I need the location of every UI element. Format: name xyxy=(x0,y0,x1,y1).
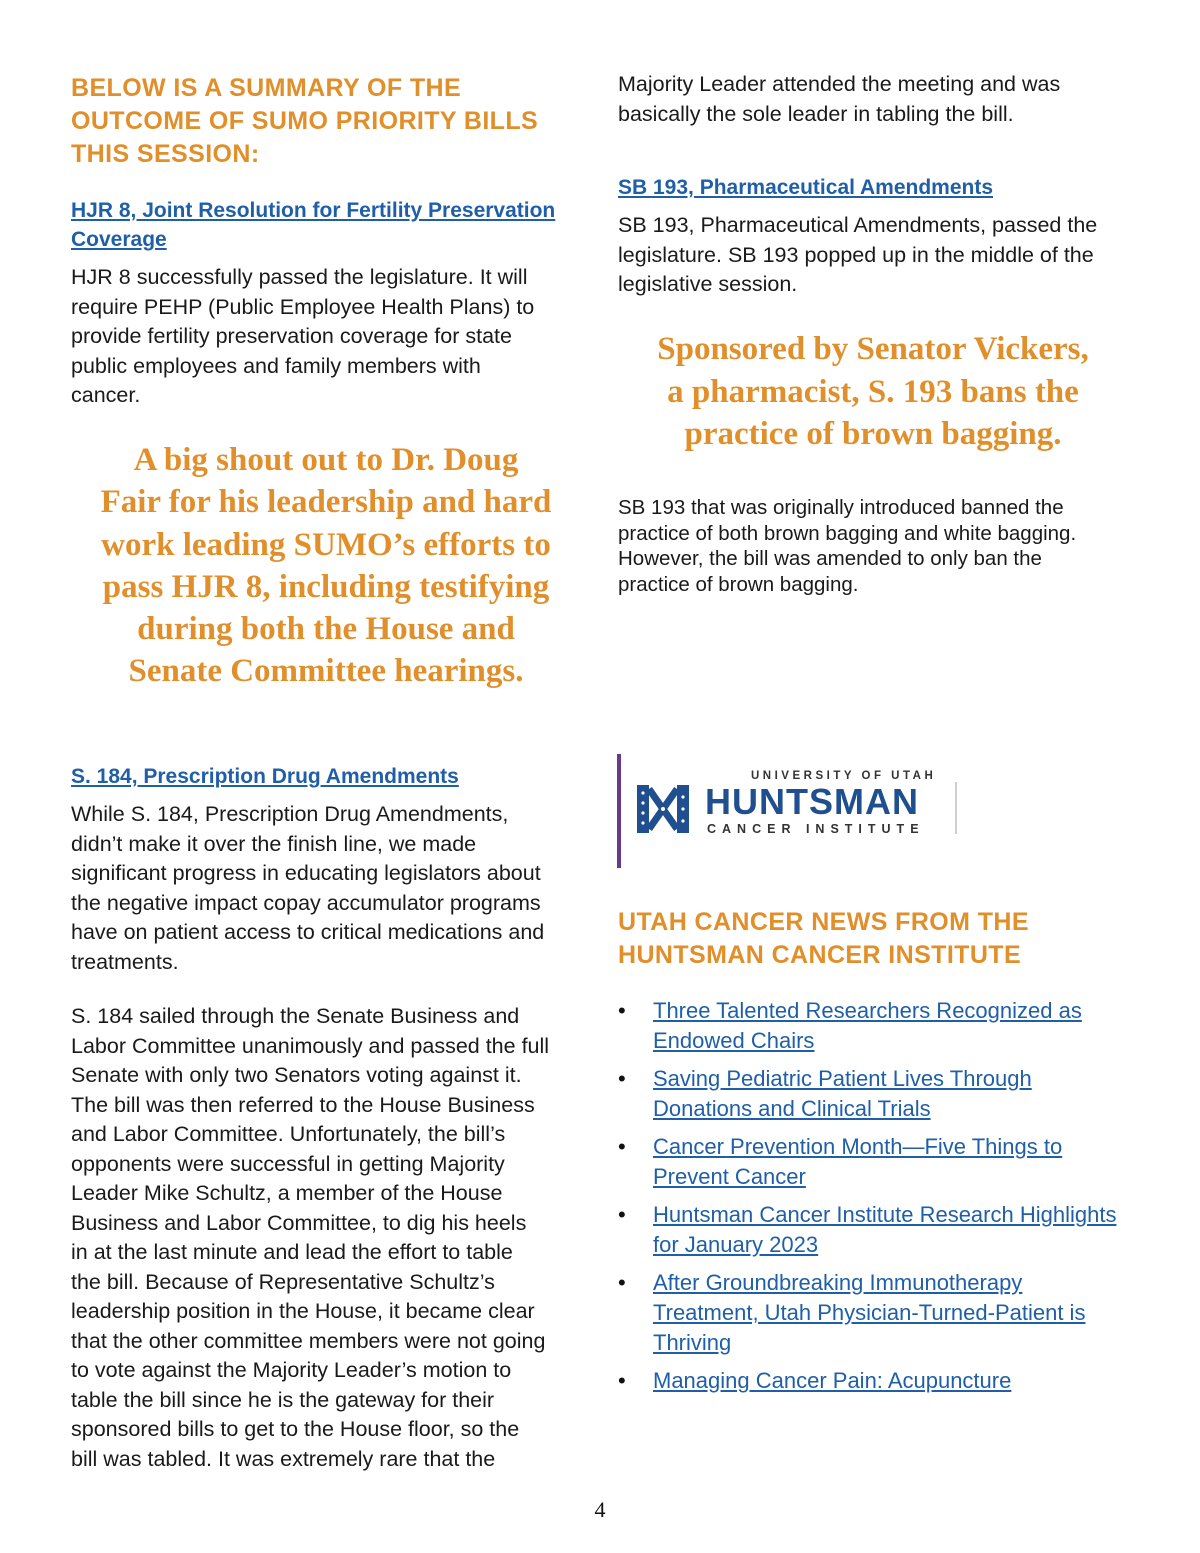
news-link-line[interactable]: Donations and Clinical Trials xyxy=(653,1096,931,1121)
news-item[interactable] xyxy=(618,1064,1178,1124)
news-item[interactable] xyxy=(618,1132,1178,1192)
text-line: that the other committee members were not going xyxy=(71,1328,546,1353)
bullet-icon: • xyxy=(618,1270,626,1295)
huntsman-logo-icon xyxy=(635,783,691,835)
text-line: public employees and family members with xyxy=(71,353,481,378)
text-line: Labor Committee unanimously and passed the full xyxy=(71,1033,550,1058)
callout-line: practice of brown bagging. xyxy=(684,416,1062,452)
text-line: basically the sole leader in tabling the bill. xyxy=(618,101,1014,126)
summary-heading-line: THIS SESSION: xyxy=(71,140,260,168)
sb193-note xyxy=(618,495,1158,597)
bullet-icon: • xyxy=(618,1368,626,1393)
sb193-body xyxy=(618,211,1158,300)
text-line: require PEHP (Public Employee Health Plans) to xyxy=(71,294,535,319)
text-line: Business and Labor Committee, to dig his heels xyxy=(71,1210,527,1235)
news-item[interactable] xyxy=(618,1200,1178,1260)
text-line: bill was tabled. It was extremely rare that the xyxy=(71,1446,496,1471)
s184-para1 xyxy=(71,800,591,977)
s184-para2 xyxy=(71,1002,596,1474)
logo-university-text: UNIVERSITY OF UTAH xyxy=(751,770,937,782)
logo-accent-bar xyxy=(617,754,621,868)
text-line: sponsored bills to get to the House floor, so the xyxy=(71,1417,520,1441)
summary-heading xyxy=(71,72,591,171)
news-heading xyxy=(618,906,1178,972)
callout-line: A big shout out to Dr. Doug xyxy=(133,442,519,478)
news-item[interactable] xyxy=(618,1268,1178,1358)
sb193-link[interactable]: SB 193, Pharmaceutical Amendments xyxy=(618,176,994,199)
text-line: table the bill since he is the gateway for their xyxy=(71,1387,495,1412)
text-line: treatments. xyxy=(71,949,179,974)
news-link-line[interactable]: Cancer Prevention Month—Five Things to xyxy=(653,1134,1063,1159)
text-line: the bill. Because of Representative Schultz’s xyxy=(71,1269,495,1294)
text-line: have on patient access to critical medications and xyxy=(71,920,545,944)
news-link-line[interactable]: Three Talented Researchers Recognized as xyxy=(653,998,1082,1023)
summary-heading-line: OUTCOME OF SUMO PRIORITY BILLS xyxy=(71,107,539,135)
news-link-line[interactable]: for January 2023 xyxy=(653,1232,819,1257)
bullet-icon: • xyxy=(618,1066,626,1091)
news-heading-line: UTAH CANCER NEWS FROM THE xyxy=(618,908,1029,936)
text-line: in at the last minute and lead the effort to table xyxy=(71,1240,513,1264)
text-line: practice of both brown bagging and white bagging. xyxy=(618,521,1077,545)
text-line: SB 193, Pharmaceutical Amendments, passed the xyxy=(618,213,1098,237)
callout-line: a pharmacist, S. 193 bans the xyxy=(667,373,1079,410)
text-line: Senate with only two Senators voting against it. xyxy=(71,1063,522,1087)
text-line: legislature. SB 193 popped up in the middle of the xyxy=(618,242,1094,267)
text-line: SB 193 that was originally introduced banned the xyxy=(618,496,1064,519)
text-line: Majority Leader attended the meeting and was xyxy=(618,72,1061,96)
text-line: S. 184 sailed through the Senate Business and xyxy=(71,1004,520,1028)
text-line: opponents were successful in getting Majority xyxy=(71,1151,505,1176)
news-link-line[interactable]: Endowed Chairs xyxy=(653,1028,815,1053)
text-line: Leader Mike Schultz, a member of the House xyxy=(71,1181,503,1205)
text-line: The bill was then referred to the House Business xyxy=(71,1092,535,1117)
logo-huntsman-text: HUNTSMAN xyxy=(705,781,919,822)
text-line: cancer. xyxy=(71,383,141,407)
callout-line: Fair for his leadership and hard xyxy=(100,484,552,521)
callout-line: work leading SUMO’s efforts to xyxy=(101,526,551,563)
news-link-line[interactable]: Thriving xyxy=(653,1330,732,1355)
text-line: practice of brown bagging. xyxy=(618,572,859,596)
news-link-line[interactable]: Treatment, Utah Physician-Turned-Patient is xyxy=(653,1300,1086,1325)
text-line: legislative session. xyxy=(618,272,798,296)
text-line: to vote against the Majority Leader’s motion to xyxy=(71,1358,512,1382)
hjr8-body xyxy=(71,263,591,411)
text-line: provide fertility preservation coverage for state xyxy=(71,324,512,348)
bullet-icon: • xyxy=(618,1202,626,1227)
hjr8-link-line[interactable]: Coverage xyxy=(71,228,167,251)
news-link-line[interactable]: Huntsman Cancer Institute Research Highlights xyxy=(653,1202,1117,1227)
callout-line: Sponsored by Senator Vickers, xyxy=(657,331,1089,367)
news-list xyxy=(618,996,1178,1404)
text-line: While S. 184, Prescription Drug Amendments, xyxy=(71,802,509,826)
logo-separator xyxy=(955,782,957,834)
text-line: However, the bill was amended to only ban the xyxy=(618,547,1042,570)
bullet-icon: • xyxy=(618,998,626,1023)
logo-cancer-institute-text: CANCER INSTITUTE xyxy=(707,822,925,836)
text-line: and Labor Committee. Unfortunately, the bill’s xyxy=(71,1122,506,1146)
news-heading-line: HUNTSMAN CANCER INSTITUTE xyxy=(618,941,1022,969)
text-line: HJR 8 successfully passed the legislature. It will xyxy=(71,265,528,289)
bullet-icon: • xyxy=(618,1134,626,1159)
hjr8-callout xyxy=(71,439,581,693)
news-link-line[interactable]: After Groundbreaking Immunotherapy xyxy=(653,1270,1023,1295)
text-line: leadership position in the House, it became clear xyxy=(71,1299,535,1323)
text-line: didn’t make it over the finish line, we made xyxy=(71,831,477,856)
sb193-callout xyxy=(618,328,1128,456)
continued-text xyxy=(618,70,1158,129)
news-link-line[interactable]: Managing Cancer Pain: Acupuncture xyxy=(653,1368,1012,1393)
news-item[interactable] xyxy=(618,996,1178,1056)
page-number: 4 xyxy=(594,1497,606,1522)
news-link-line[interactable]: Saving Pediatric Patient Lives Through xyxy=(653,1066,1032,1091)
hjr8-link[interactable] xyxy=(71,196,591,254)
text-line: significant progress in educating legislators about xyxy=(71,861,541,885)
callout-line: Senate Committee hearings. xyxy=(128,653,524,690)
callout-line: during both the House and xyxy=(137,611,515,648)
news-link-line[interactable]: Prevent Cancer xyxy=(653,1164,806,1189)
news-item[interactable] xyxy=(618,1366,1178,1396)
hjr8-link-line[interactable]: HJR 8, Joint Resolution for Fertility Preservation xyxy=(71,199,556,222)
s184-link[interactable]: S. 184, Prescription Drug Amendments xyxy=(71,765,459,788)
summary-heading-line: BELOW IS A SUMMARY OF THE xyxy=(71,74,462,102)
text-line: the negative impact copay accumulator programs xyxy=(71,890,541,915)
callout-line: pass HJR 8, including testifying xyxy=(102,568,550,605)
